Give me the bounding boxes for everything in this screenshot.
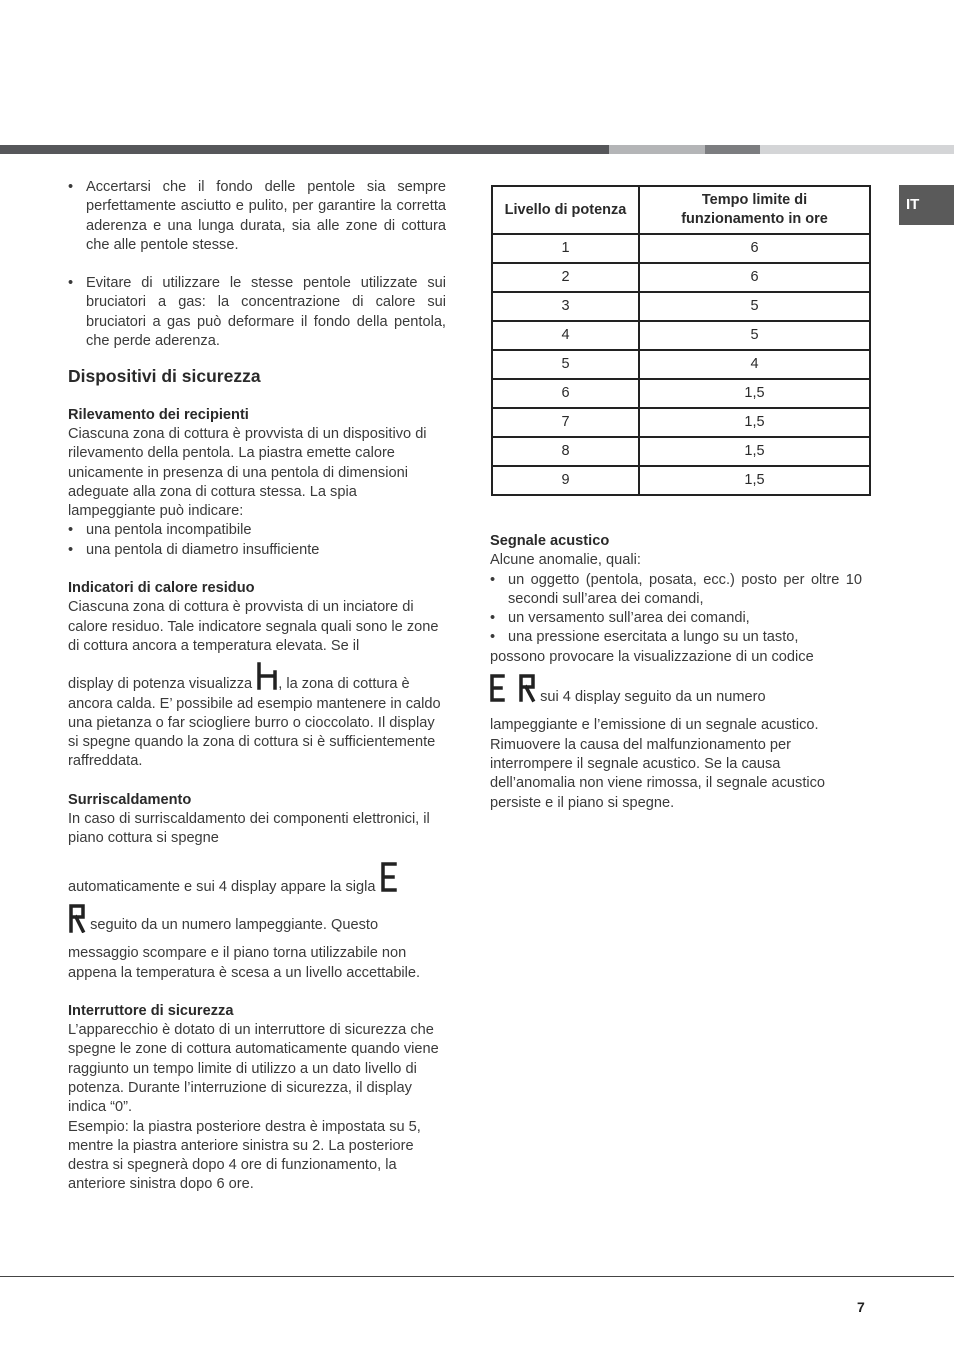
table-cell: 6 [492,379,639,408]
list-item: • Accertarsi che il fondo delle pentole sia sempre perfettamente asciutto e pulito, per garantire la corretta aderenza e una lunga durata, sia alle zone di cottura che alle pentole stesse. [68,179,446,253]
paragraph: Ciascuna zona di cottura è provvista di un inciatore di calore residuo. Tale indicatore segnala quali sono le zone di cottura ancora a temperatura elevata. Se il [68,599,439,654]
subheading-rilevamento: Rilevamento dei recipienti [68,406,249,423]
table-header-row [492,186,870,234]
table-cell: 1,5 [639,379,870,408]
table-cell: 6 [639,263,870,292]
page-number: 7 [857,1299,865,1315]
list-item: • un versamento sull’area dei comandi, [490,610,750,627]
table-cell: 1,5 [639,408,870,437]
table-cell: 1 [492,234,639,263]
display-h-icon [256,662,278,690]
paragraph: Alcune anomalie, quali: [490,552,641,569]
table-row [492,234,870,263]
table-cell: 1,5 [639,466,870,495]
power-time-table [491,185,871,496]
display-r-icon [68,903,86,933]
list-item: • Evitare di utilizzare le stesse pentole utilizzate sui bruciatori a gas: la concentrazione di calore sui bruciatori a gas può deformare il fondo della pentola, che perde aderenza. [68,275,446,350]
table-cell: 4 [492,321,639,350]
paragraph: sui 4 display seguito da un numero [490,673,862,707]
list-item: • una pentola di diametro insufficiente [68,541,320,558]
display-er-icon [490,673,536,703]
table-header: Livello di potenza [492,186,639,234]
table-cell: 5 [492,350,639,379]
display-e-icon [380,861,398,893]
table-cell: 6 [639,234,870,263]
section-title: Dispositivi di sicurezza [68,366,261,387]
table-cell: 7 [492,408,639,437]
table-header: Tempo limite di funzionamento in ore [639,186,870,234]
paragraph: lampeggiante e l’emissione di un segnale acustico. Rimuovere la causa del malfunzionamento per interrompere il segnale acustico. Se la causa dell’anomalia non viene rimossa, il segnale acustico persiste e il piano si spegne. [490,717,826,811]
list-item: • un oggetto (pentola, posata, ecc.) posto per oltre 10 secondi sull’area dei comandi, [490,571,862,607]
header-bar-lighter [760,145,954,154]
subheading-indicatori: Indicatori di calore residuo [68,580,255,597]
table-cell: 1,5 [639,437,870,466]
paragraph: possono provocare la visualizzazione di un codice [490,648,814,665]
paragraph: automaticamente e sui 4 display appare la sigla [68,861,446,897]
table-row [492,292,870,321]
table-cell: 2 [492,263,639,292]
subheading-segnale: Segnale acustico [490,533,610,549]
table-cell: 9 [492,466,639,495]
right-column [490,532,862,813]
subheading-interruttore: Interruttore di sicurezza [68,1002,234,1019]
header-color-bar [0,145,954,154]
table-cell: 3 [492,292,639,321]
table-row [492,350,870,379]
paragraph: messaggio scompare e il piano torna utilizzabile non appena la temperatura è scesa a un livello accettabile. [68,945,421,981]
header-bar-mid [705,145,760,154]
paragraph: In caso di surriscaldamento dei componenti elettronici, il piano cottura si spegne [68,811,430,847]
footer-rule [0,1276,954,1277]
table-cell: 5 [639,321,870,350]
language-label: IT [906,196,920,213]
left-column [68,178,446,1195]
list-item: • una pentola incompatibile [68,522,252,539]
header-bar-dark [0,145,609,154]
table-row [492,263,870,292]
table-row [492,408,870,437]
table-row [492,321,870,350]
paragraph: seguito da un numero lampeggiante. Questo [68,903,446,935]
paragraph: L’apparecchio è dotato di un interruttore di sicurezza che spegne le zone di cottura automaticamente quando viene raggiunto un tempo limite di utilizzo a un dato livello di potenza. Durante l’interruzione di sicurezza, il display indica “0”. [68,1022,439,1116]
paragraph: Esempio: la piastra posteriore destra è impostata su 5, mentre la piastra anteriore sinistra su 2. La posteriore destra si spegnerà dopo 4 ore di funzionamento, la anteriore sinistra dopo 6 ore. [68,1118,421,1193]
table-cell: 5 [639,292,870,321]
paragraph: display di potenza visualizza , la zona di cottura è ancora calda. E’ possibile ad esempio mantenere in caldo una pietanza o far sciogliere burro o cioccolato. Il display si spegne quando la zona di cottura si è sufficientemente raffreddata. [68,662,446,771]
header-bar-light [609,145,705,154]
table-cell: 4 [639,350,870,379]
language-tab [899,185,954,225]
table-row [492,379,870,408]
subheading-surriscaldamento: Surriscaldamento [68,791,192,808]
table-row [492,437,870,466]
paragraph: Ciascuna zona di cottura è provvista di un dispositivo di rilevamento della pentola. La piastra emette calore unicamente in presenza di una pentola di dimensioni adeguate alla zona di cottura stessa. La spia lampeggiante può indicare: [68,425,427,520]
table-cell: 8 [492,437,639,466]
list-item: • una pressione esercitata a lungo su un tasto, [490,629,799,646]
table-row [492,466,870,495]
